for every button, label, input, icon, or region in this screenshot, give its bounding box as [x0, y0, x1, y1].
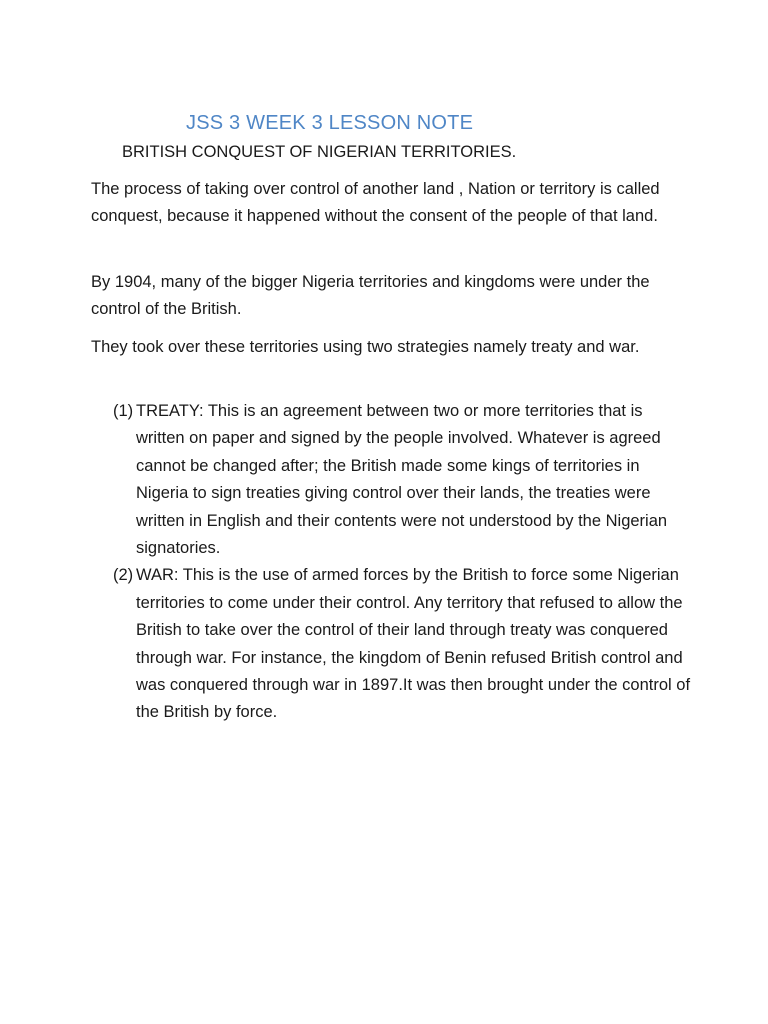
paragraph-strategies: They took over these territories using two strategies namely treaty and war.	[91, 338, 640, 356]
list-marker: (2)	[113, 566, 134, 585]
list-text-war: WAR: This is the use of armed forces by the British to force some Nigerian territories to come under their control. Any territory that refused to allow the British to take over the control of their land through treaty was conquered through war. For instance, the kingdom of Benin refused British control and was conquered through war in 1897.It was then brought under the control of the British by force.	[136, 566, 691, 722]
list-item-treaty	[0, 398, 692, 562]
paragraph-conquest-definition: The process of taking over control of another land , Nation or territory is called conquest, because it happened without the consent of the people of that land.	[91, 180, 660, 226]
list-text-treaty: TREATY: This is an agreement between two or more territories that is written on paper and signed by the people involved. Whatever is agreed cannot be changed after; the British made some kings of territories in Nigeria to sign treaties giving control over their lands, the treaties were written in English and their contents were not understood by the Nigerian signatories.	[136, 402, 668, 558]
paragraph-1904-control: By 1904, many of the bigger Nigeria territories and kingdoms were under the control of the British.	[91, 273, 650, 319]
strategies-list	[0, 398, 768, 727]
lesson-title: JSS 3 WEEK 3 LESSON NOTE	[186, 112, 474, 134]
list-marker: (1)	[113, 402, 134, 420]
lesson-subtitle: BRITISH CONQUEST OF NIGERIAN TERRITORIES.	[122, 143, 517, 161]
list-item-war	[0, 562, 692, 726]
